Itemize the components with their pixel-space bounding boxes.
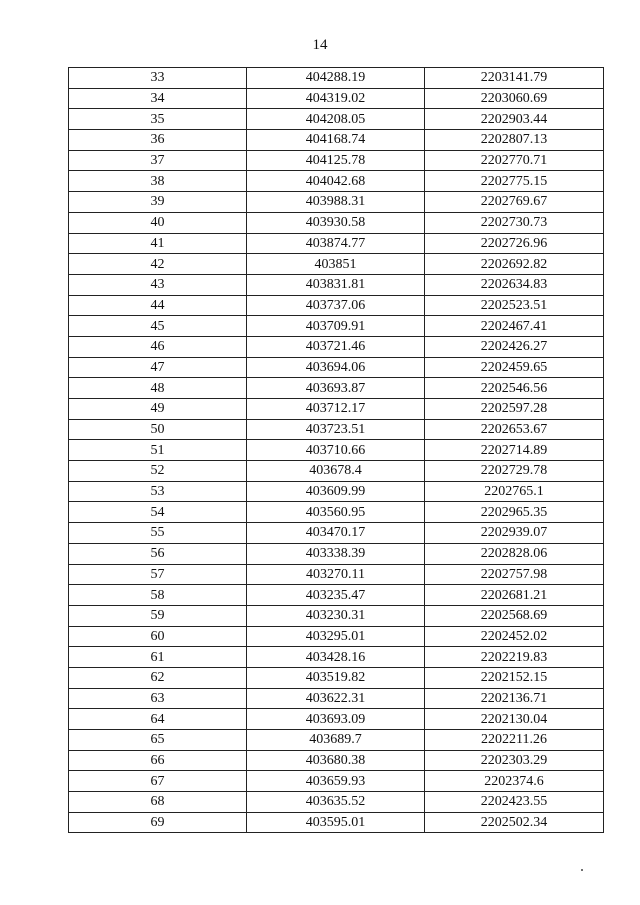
y-coordinate-cell: 2202903.44 (425, 109, 604, 130)
y-coordinate-cell: 2202769.67 (425, 192, 604, 213)
table-row (69, 647, 604, 668)
table-row (69, 109, 604, 130)
table-row (69, 130, 604, 151)
coordinates-table-body (69, 68, 604, 833)
table-row (69, 564, 604, 585)
point-number-cell: 67 (69, 771, 247, 792)
y-coordinate-cell: 2202426.27 (425, 336, 604, 357)
y-coordinate-cell: 2202775.15 (425, 171, 604, 192)
y-coordinate-cell: 2202965.35 (425, 502, 604, 523)
table-row (69, 336, 604, 357)
x-coordinate-cell: 403678.4 (247, 461, 425, 482)
y-coordinate-cell: 2202597.28 (425, 399, 604, 420)
point-number-cell: 34 (69, 88, 247, 109)
x-coordinate-cell: 403851 (247, 254, 425, 275)
point-number-cell: 51 (69, 440, 247, 461)
point-number-cell: 39 (69, 192, 247, 213)
table-row (69, 295, 604, 316)
table-row (69, 254, 604, 275)
x-coordinate-cell: 403709.91 (247, 316, 425, 337)
x-coordinate-cell: 403710.66 (247, 440, 425, 461)
y-coordinate-cell: 2202452.02 (425, 626, 604, 647)
y-coordinate-cell: 2202219.83 (425, 647, 604, 668)
table-row (69, 399, 604, 420)
x-coordinate-cell: 403659.93 (247, 771, 425, 792)
point-number-cell: 69 (69, 812, 247, 833)
point-number-cell: 43 (69, 274, 247, 295)
coordinates-table (68, 67, 604, 833)
x-coordinate-cell: 403831.81 (247, 274, 425, 295)
table-row (69, 667, 604, 688)
page-number: 14 (312, 37, 328, 53)
table-row (69, 419, 604, 440)
x-coordinate-cell: 403428.16 (247, 647, 425, 668)
y-coordinate-cell: 2202211.26 (425, 730, 604, 751)
x-coordinate-cell: 404125.78 (247, 150, 425, 171)
y-coordinate-cell: 2202502.34 (425, 812, 604, 833)
point-number-cell: 55 (69, 523, 247, 544)
y-coordinate-cell: 2202634.83 (425, 274, 604, 295)
y-coordinate-cell: 2202939.07 (425, 523, 604, 544)
y-coordinate-cell: 2202729.78 (425, 461, 604, 482)
y-coordinate-cell: 2202757.98 (425, 564, 604, 585)
x-coordinate-cell: 403235.47 (247, 585, 425, 606)
y-coordinate-cell: 2202130.04 (425, 709, 604, 730)
table-row (69, 730, 604, 751)
point-number-cell: 50 (69, 419, 247, 440)
y-coordinate-cell: 2202374.6 (425, 771, 604, 792)
x-coordinate-cell: 403295.01 (247, 626, 425, 647)
table-row (69, 316, 604, 337)
x-coordinate-cell: 404168.74 (247, 130, 425, 151)
table-row (69, 461, 604, 482)
point-number-cell: 58 (69, 585, 247, 606)
point-number-cell: 36 (69, 130, 247, 151)
x-coordinate-cell: 403712.17 (247, 399, 425, 420)
y-coordinate-cell: 2202681.21 (425, 585, 604, 606)
table-row (69, 357, 604, 378)
x-coordinate-cell: 403930.58 (247, 212, 425, 233)
table-row (69, 68, 604, 89)
y-coordinate-cell: 2203141.79 (425, 68, 604, 89)
table-row (69, 481, 604, 502)
table-row (69, 709, 604, 730)
point-number-cell: 45 (69, 316, 247, 337)
y-coordinate-cell: 2202136.71 (425, 688, 604, 709)
x-coordinate-cell: 403519.82 (247, 667, 425, 688)
point-number-cell: 49 (69, 399, 247, 420)
y-coordinate-cell: 2202714.89 (425, 440, 604, 461)
x-coordinate-cell: 403693.87 (247, 378, 425, 399)
x-coordinate-cell: 403609.99 (247, 481, 425, 502)
point-number-cell: 65 (69, 730, 247, 751)
table-row (69, 171, 604, 192)
x-coordinate-cell: 403338.39 (247, 543, 425, 564)
x-coordinate-cell: 403693.09 (247, 709, 425, 730)
y-coordinate-cell: 2203060.69 (425, 88, 604, 109)
x-coordinate-cell: 403270.11 (247, 564, 425, 585)
table-row (69, 378, 604, 399)
y-coordinate-cell: 2202770.71 (425, 150, 604, 171)
table-row (69, 688, 604, 709)
table-row (69, 274, 604, 295)
table-row (69, 771, 604, 792)
table-row (69, 502, 604, 523)
x-coordinate-cell: 403694.06 (247, 357, 425, 378)
table-row (69, 750, 604, 771)
table-row (69, 212, 604, 233)
table-row (69, 792, 604, 813)
x-coordinate-cell: 403230.31 (247, 605, 425, 626)
scan-mark (581, 869, 583, 871)
table-row (69, 233, 604, 254)
x-coordinate-cell: 403874.77 (247, 233, 425, 254)
x-coordinate-cell: 403721.46 (247, 336, 425, 357)
x-coordinate-cell: 404288.19 (247, 68, 425, 89)
point-number-cell: 42 (69, 254, 247, 275)
x-coordinate-cell: 403988.31 (247, 192, 425, 213)
table-row (69, 440, 604, 461)
x-coordinate-cell: 403737.06 (247, 295, 425, 316)
point-number-cell: 57 (69, 564, 247, 585)
y-coordinate-cell: 2202692.82 (425, 254, 604, 275)
x-coordinate-cell: 404042.68 (247, 171, 425, 192)
point-number-cell: 66 (69, 750, 247, 771)
x-coordinate-cell: 403622.31 (247, 688, 425, 709)
y-coordinate-cell: 2202523.51 (425, 295, 604, 316)
x-coordinate-cell: 403595.01 (247, 812, 425, 833)
point-number-cell: 63 (69, 688, 247, 709)
point-number-cell: 46 (69, 336, 247, 357)
y-coordinate-cell: 2202730.73 (425, 212, 604, 233)
point-number-cell: 44 (69, 295, 247, 316)
point-number-cell: 41 (69, 233, 247, 254)
y-coordinate-cell: 2202467.41 (425, 316, 604, 337)
y-coordinate-cell: 2202546.56 (425, 378, 604, 399)
table-row (69, 585, 604, 606)
y-coordinate-cell: 2202726.96 (425, 233, 604, 254)
point-number-cell: 68 (69, 792, 247, 813)
x-coordinate-cell: 404319.02 (247, 88, 425, 109)
x-coordinate-cell: 403560.95 (247, 502, 425, 523)
table-row (69, 543, 604, 564)
table-row (69, 605, 604, 626)
point-number-cell: 38 (69, 171, 247, 192)
x-coordinate-cell: 404208.05 (247, 109, 425, 130)
y-coordinate-cell: 2202828.06 (425, 543, 604, 564)
point-number-cell: 48 (69, 378, 247, 399)
y-coordinate-cell: 2202303.29 (425, 750, 604, 771)
table-row (69, 192, 604, 213)
point-number-cell: 53 (69, 481, 247, 502)
point-number-cell: 64 (69, 709, 247, 730)
point-number-cell: 54 (69, 502, 247, 523)
point-number-cell: 35 (69, 109, 247, 130)
point-number-cell: 60 (69, 626, 247, 647)
x-coordinate-cell: 403689.7 (247, 730, 425, 751)
x-coordinate-cell: 403680.38 (247, 750, 425, 771)
point-number-cell: 52 (69, 461, 247, 482)
point-number-cell: 62 (69, 667, 247, 688)
x-coordinate-cell: 403723.51 (247, 419, 425, 440)
table-row (69, 150, 604, 171)
y-coordinate-cell: 2202459.65 (425, 357, 604, 378)
x-coordinate-cell: 403470.17 (247, 523, 425, 544)
table-row (69, 626, 604, 647)
y-coordinate-cell: 2202568.69 (425, 605, 604, 626)
y-coordinate-cell: 2202653.67 (425, 419, 604, 440)
point-number-cell: 40 (69, 212, 247, 233)
table-row (69, 523, 604, 544)
y-coordinate-cell: 2202765.1 (425, 481, 604, 502)
table-row (69, 88, 604, 109)
table-row (69, 812, 604, 833)
y-coordinate-cell: 2202152.15 (425, 667, 604, 688)
y-coordinate-cell: 2202807.13 (425, 130, 604, 151)
point-number-cell: 33 (69, 68, 247, 89)
point-number-cell: 37 (69, 150, 247, 171)
point-number-cell: 47 (69, 357, 247, 378)
point-number-cell: 59 (69, 605, 247, 626)
point-number-cell: 61 (69, 647, 247, 668)
y-coordinate-cell: 2202423.55 (425, 792, 604, 813)
point-number-cell: 56 (69, 543, 247, 564)
x-coordinate-cell: 403635.52 (247, 792, 425, 813)
